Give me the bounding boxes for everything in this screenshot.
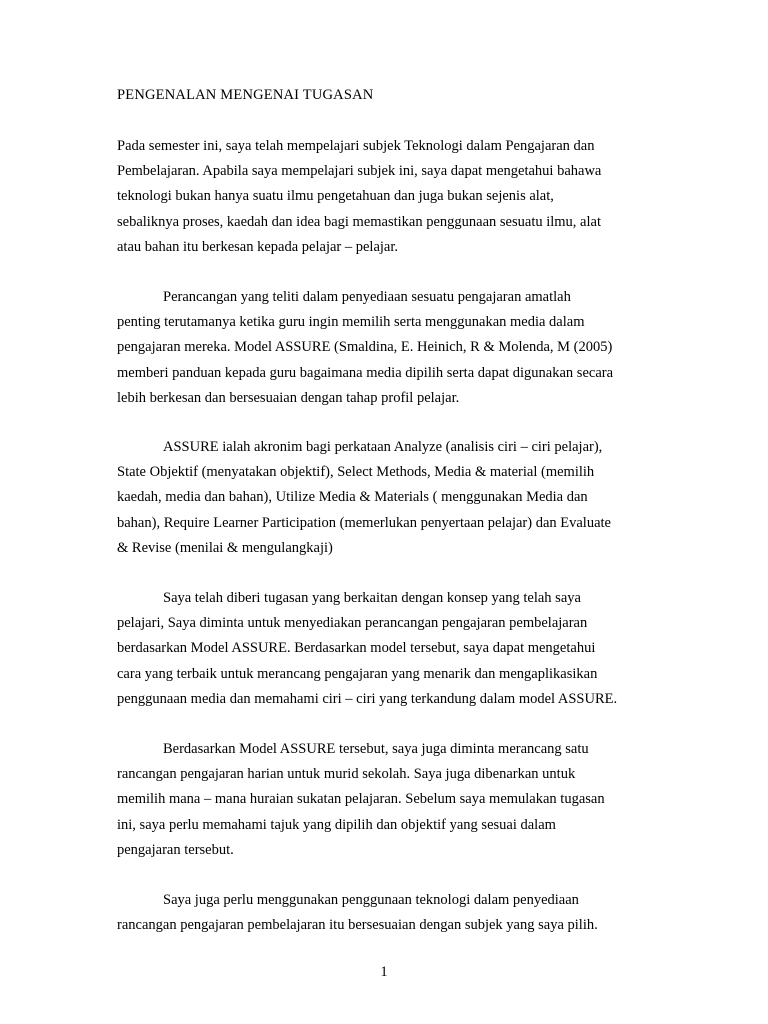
paragraph-line: Pembelajaran. Apabila saya mempelajari subjek ini, saya dapat mengetahui bahawa xyxy=(117,163,602,180)
paragraph-line: penggunaan media dan memahami ciri – ciri yang terkandung dalam model ASSURE. xyxy=(117,690,618,707)
paragraph-line: Saya juga perlu menggunakan penggunaan teknologi dalam penyediaan xyxy=(163,892,579,908)
paragraph-line: Saya telah diberi tugasan yang berkaitan dengan konsep yang telah saya xyxy=(163,590,581,606)
paragraph-line: Berdasarkan Model ASSURE tersebut, saya juga diminta merancang satu xyxy=(163,741,589,757)
paragraph-line: rancangan pengajaran harian untuk murid sekolah. Saya juga dibenarkan untuk xyxy=(117,766,576,783)
paragraph-line: penting terutamanya ketika guru ingin memilih serta menggunakan media dalam xyxy=(117,314,585,331)
document-title: PENGENALAN MENGENAI TUGASAN xyxy=(117,87,374,103)
paragraph-line: pengajaran mereka. Model ASSURE (Smaldina, E. Heinich, R & Molenda, M (2005) xyxy=(117,339,613,356)
paragraph-1 xyxy=(117,134,662,260)
paragraph-line: rancangan pengajaran pembelajaran itu bersesuaian dengan subjek yang saya pilih. xyxy=(117,917,598,934)
paragraph-line: Pada semester ini, saya telah mempelajari subjek Teknologi dalam Pengajaran dan xyxy=(117,138,595,154)
paragraph-line: & Revise (menilai & mengulangkaji) xyxy=(117,539,333,556)
paragraph-line: pengajaran tersebut. xyxy=(117,841,234,858)
paragraph-line: sebaliknya proses, kaedah dan idea bagi memastikan penggunaan sesuatu ilmu, alat xyxy=(117,213,601,230)
paragraph-5 xyxy=(117,737,662,863)
paragraph-line: bahan), Require Learner Participation (memerlukan penyertaan pelajar) dan Evaluate xyxy=(117,514,611,531)
paragraph-line: lebih berkesan dan bersesuaian dengan tahap profil pelajar. xyxy=(117,389,460,406)
paragraph-line: State Objektif (menyatakan objektif), Select Methods, Media & material (memilih xyxy=(117,464,595,481)
paragraph-6 xyxy=(117,888,662,938)
paragraph-line: ASSURE ialah akronim bagi perkataan Analyze (analisis ciri – ciri pelajar), xyxy=(163,439,603,455)
paragraph-line: pelajari, Saya diminta untuk menyediakan perancangan pengajaran pembelajaran xyxy=(117,615,588,632)
paragraph-line: teknologi bukan hanya suatu ilmu pengetahuan dan juga bukan sejenis alat, xyxy=(117,188,554,205)
paragraph-line: cara yang terbaik untuk merancang pengajaran yang menarik dan mengaplikasikan xyxy=(117,665,598,682)
paragraph-line: Perancangan yang teliti dalam penyediaan sesuatu pengajaran amatlah xyxy=(163,289,571,305)
paragraph-line: berdasarkan Model ASSURE. Berdasarkan model tersebut, saya dapat mengetahui xyxy=(117,640,596,657)
paragraph-3 xyxy=(117,435,662,561)
paragraph-line: kaedah, media dan bahan), Utilize Media & Materials ( menggunakan Media dan xyxy=(117,489,588,506)
paragraph-2 xyxy=(117,285,662,411)
paragraph-line: ini, saya perlu memahami tajuk yang dipilih dan objektif yang sesuai dalam xyxy=(117,816,556,833)
paragraph-line: memilih mana – mana huraian sukatan pelajaran. Sebelum saya memulakan tugasan xyxy=(117,791,605,808)
paragraph-line: atau bahan itu berkesan kepada pelajar – pelajar. xyxy=(117,238,399,255)
paragraph-line: memberi panduan kepada guru bagaimana media dipilih serta dapat digunakan secara xyxy=(117,364,614,381)
page-number: 1 xyxy=(380,964,388,980)
paragraph-4 xyxy=(117,586,662,712)
